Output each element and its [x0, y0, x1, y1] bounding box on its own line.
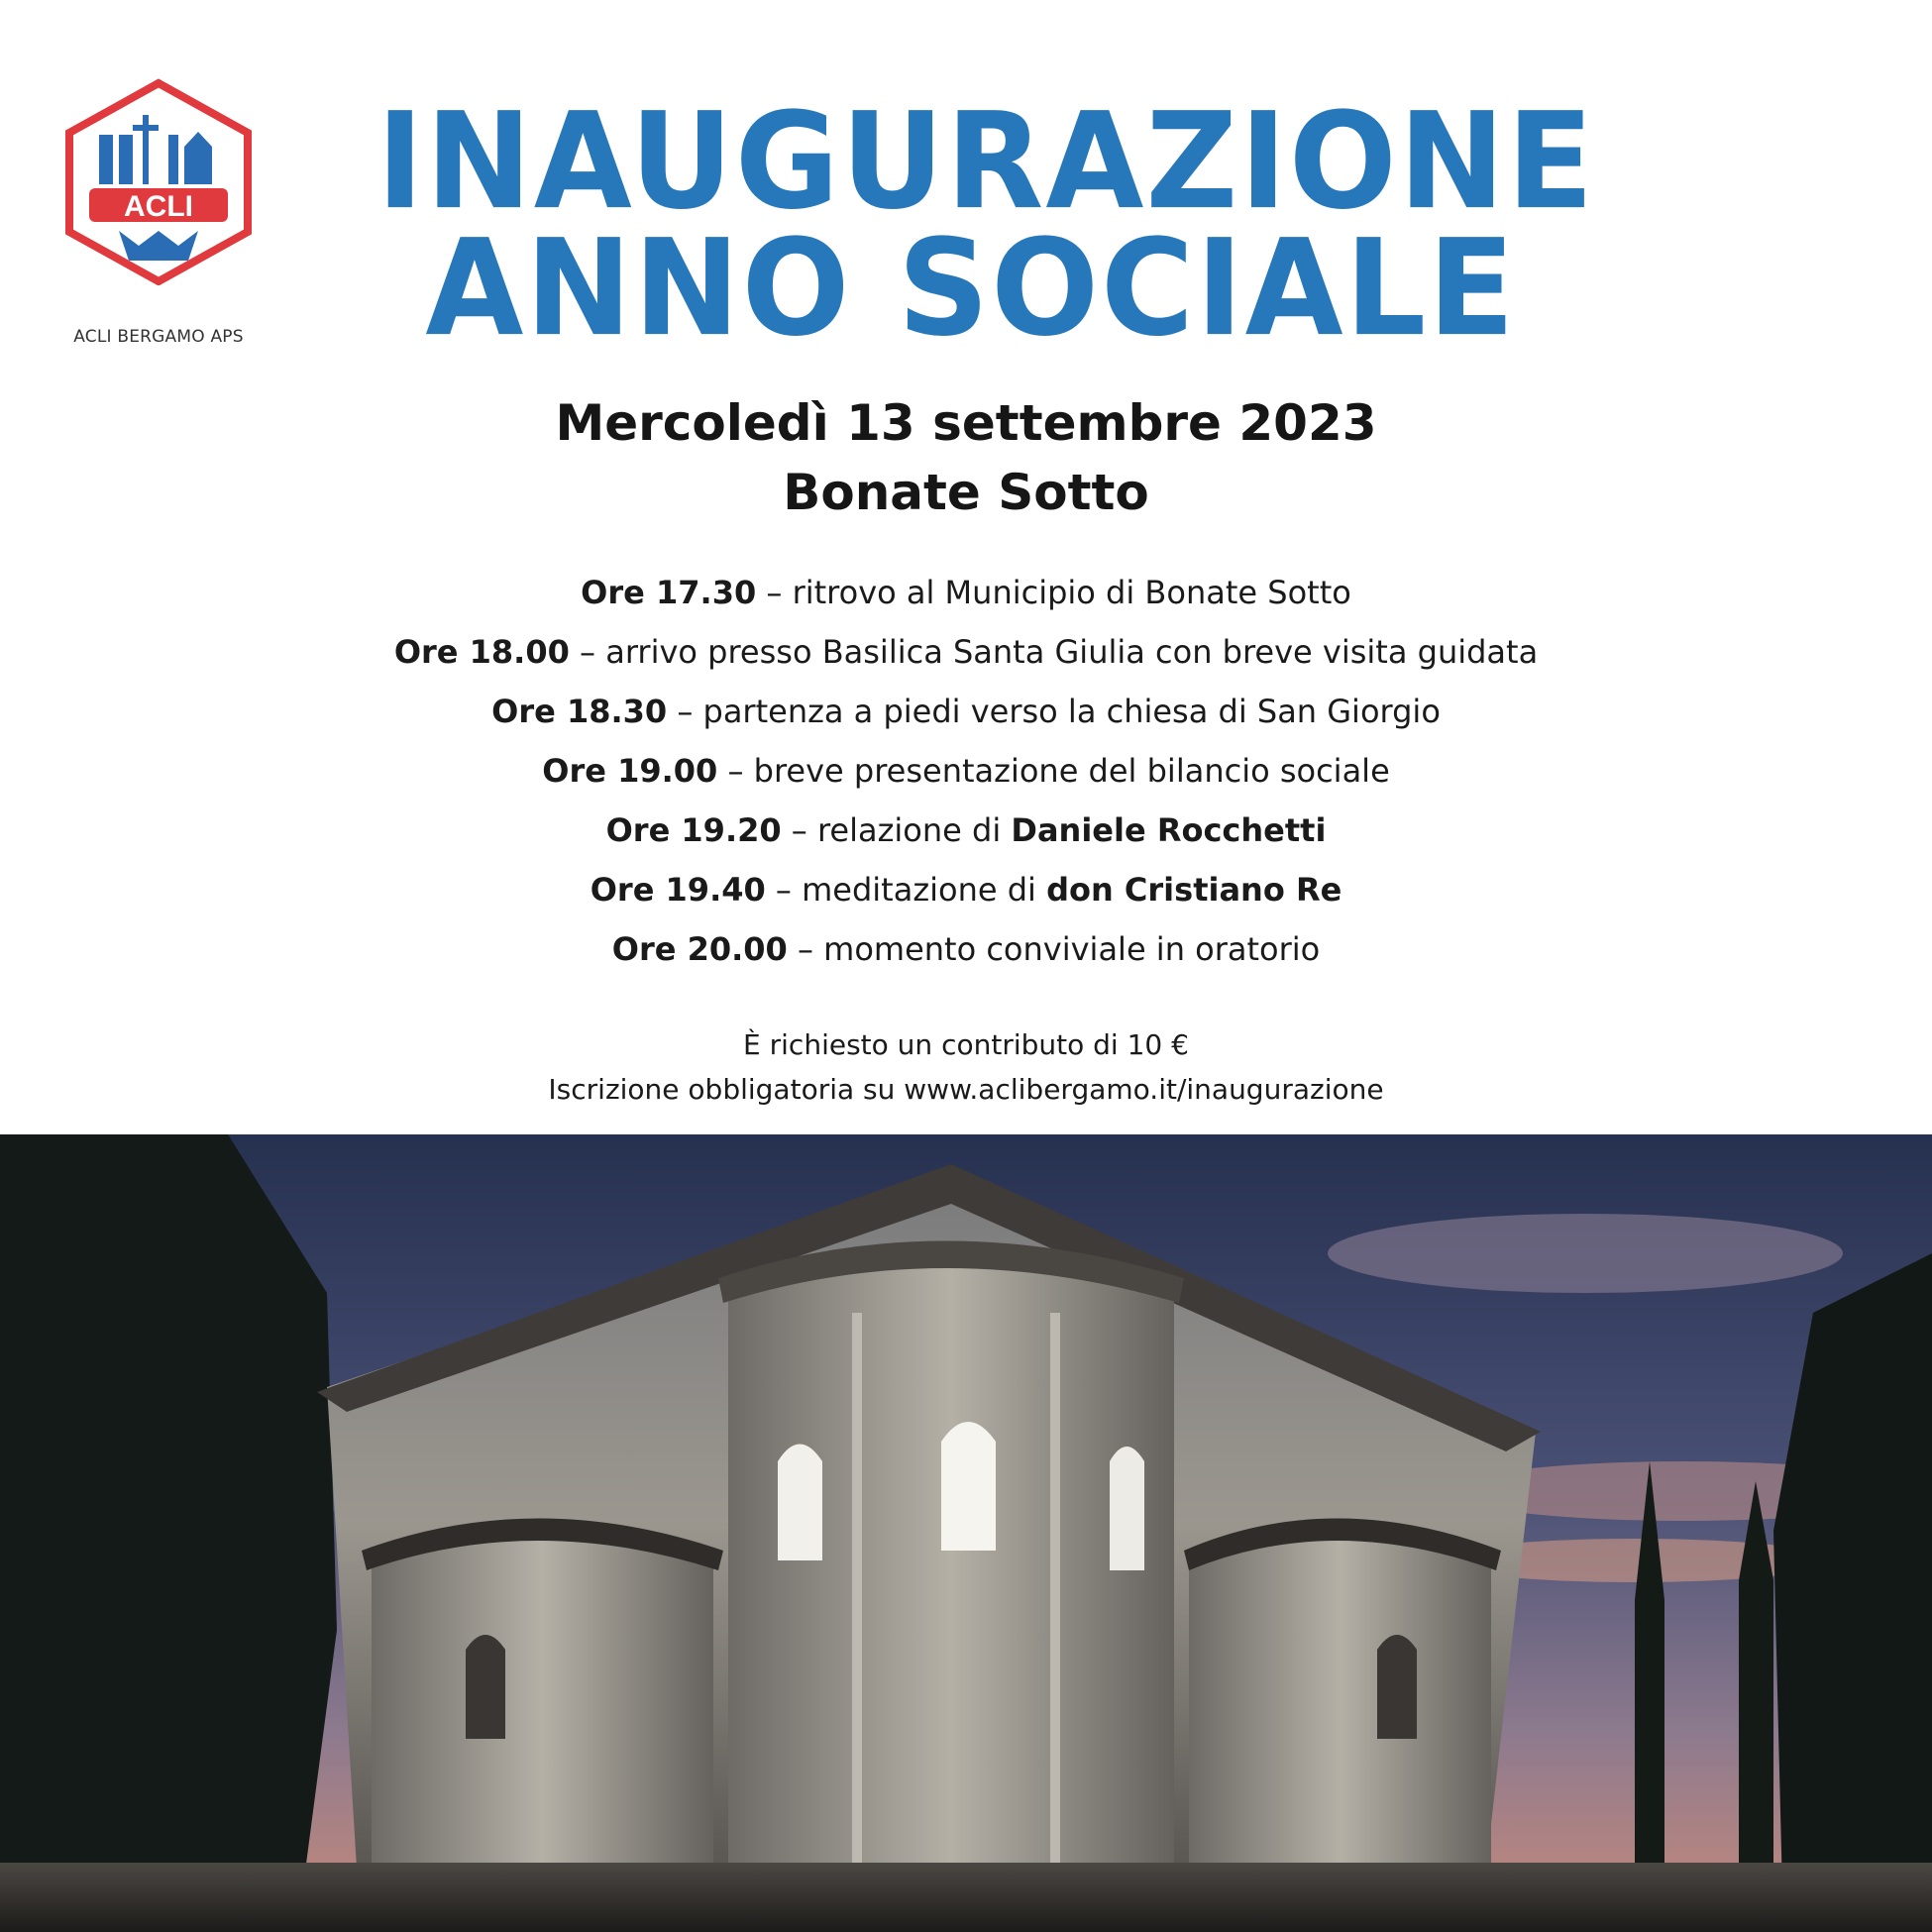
speaker-name: Daniele Rocchetti: [1011, 811, 1327, 849]
schedule-text: – momento conviviale in oratorio: [787, 930, 1321, 968]
page-title: [376, 84, 1596, 367]
schedule-item: [0, 682, 1932, 741]
schedule-time: Ore 18.00: [393, 633, 570, 671]
schedule-time: Ore 19.00: [542, 752, 718, 790]
speaker-name: don Cristiano Re: [1046, 871, 1342, 909]
schedule-item: [0, 741, 1932, 801]
schedule-text: – partenza a piedi verso la chiesa di San Giorgio: [667, 693, 1441, 730]
registration-notes: [0, 1022, 1932, 1112]
title-line-2: ANNO SOCIALE: [425, 211, 1517, 367]
schedule-time: Ore 18.30: [491, 693, 668, 730]
schedule-time: Ore 19.40: [590, 871, 766, 909]
schedule-item: [0, 860, 1932, 919]
contribution-note: È richiesto un contributo di 10 €: [743, 1028, 1189, 1061]
schedule-text: – breve presentazione del bilancio sociale: [717, 752, 1390, 790]
event-date: Mercoledì 13 settembre 2023: [555, 394, 1377, 452]
schedule-text: – arrivo presso Basilica Santa Giulia con breve visita guidata: [569, 633, 1539, 671]
schedule-text: – relazione di: [781, 811, 1012, 849]
title-line-1: INAUGURAZIONE: [376, 84, 1596, 240]
event-info: [0, 388, 1932, 527]
schedule-item: [0, 622, 1932, 682]
acli-hexagon-icon: [59, 77, 258, 285]
schedule-time: Ore 19.20: [605, 811, 782, 849]
schedule-item: [0, 563, 1932, 622]
schedule-list: [0, 563, 1932, 979]
acli-logo[interactable]: [59, 77, 258, 347]
logo-caption: ACLI BERGAMO APS: [73, 327, 244, 347]
schedule-time: Ore 20.00: [611, 930, 788, 968]
schedule-time: Ore 17.30: [581, 574, 757, 611]
registration-link[interactable]: Iscrizione obbligatoria su www.aclibergamo.it/inaugurazione: [548, 1073, 1384, 1106]
event-place: Bonate Sotto: [783, 464, 1149, 521]
schedule-text: – meditazione di: [765, 871, 1047, 909]
logo-mark-text: ACLI: [124, 190, 193, 223]
schedule-item: [0, 919, 1932, 979]
schedule-item: [0, 801, 1932, 860]
schedule-text: – ritrovo al Municipio di Bonate Sotto: [756, 574, 1351, 611]
basilica-photo: [0, 1134, 1932, 1932]
